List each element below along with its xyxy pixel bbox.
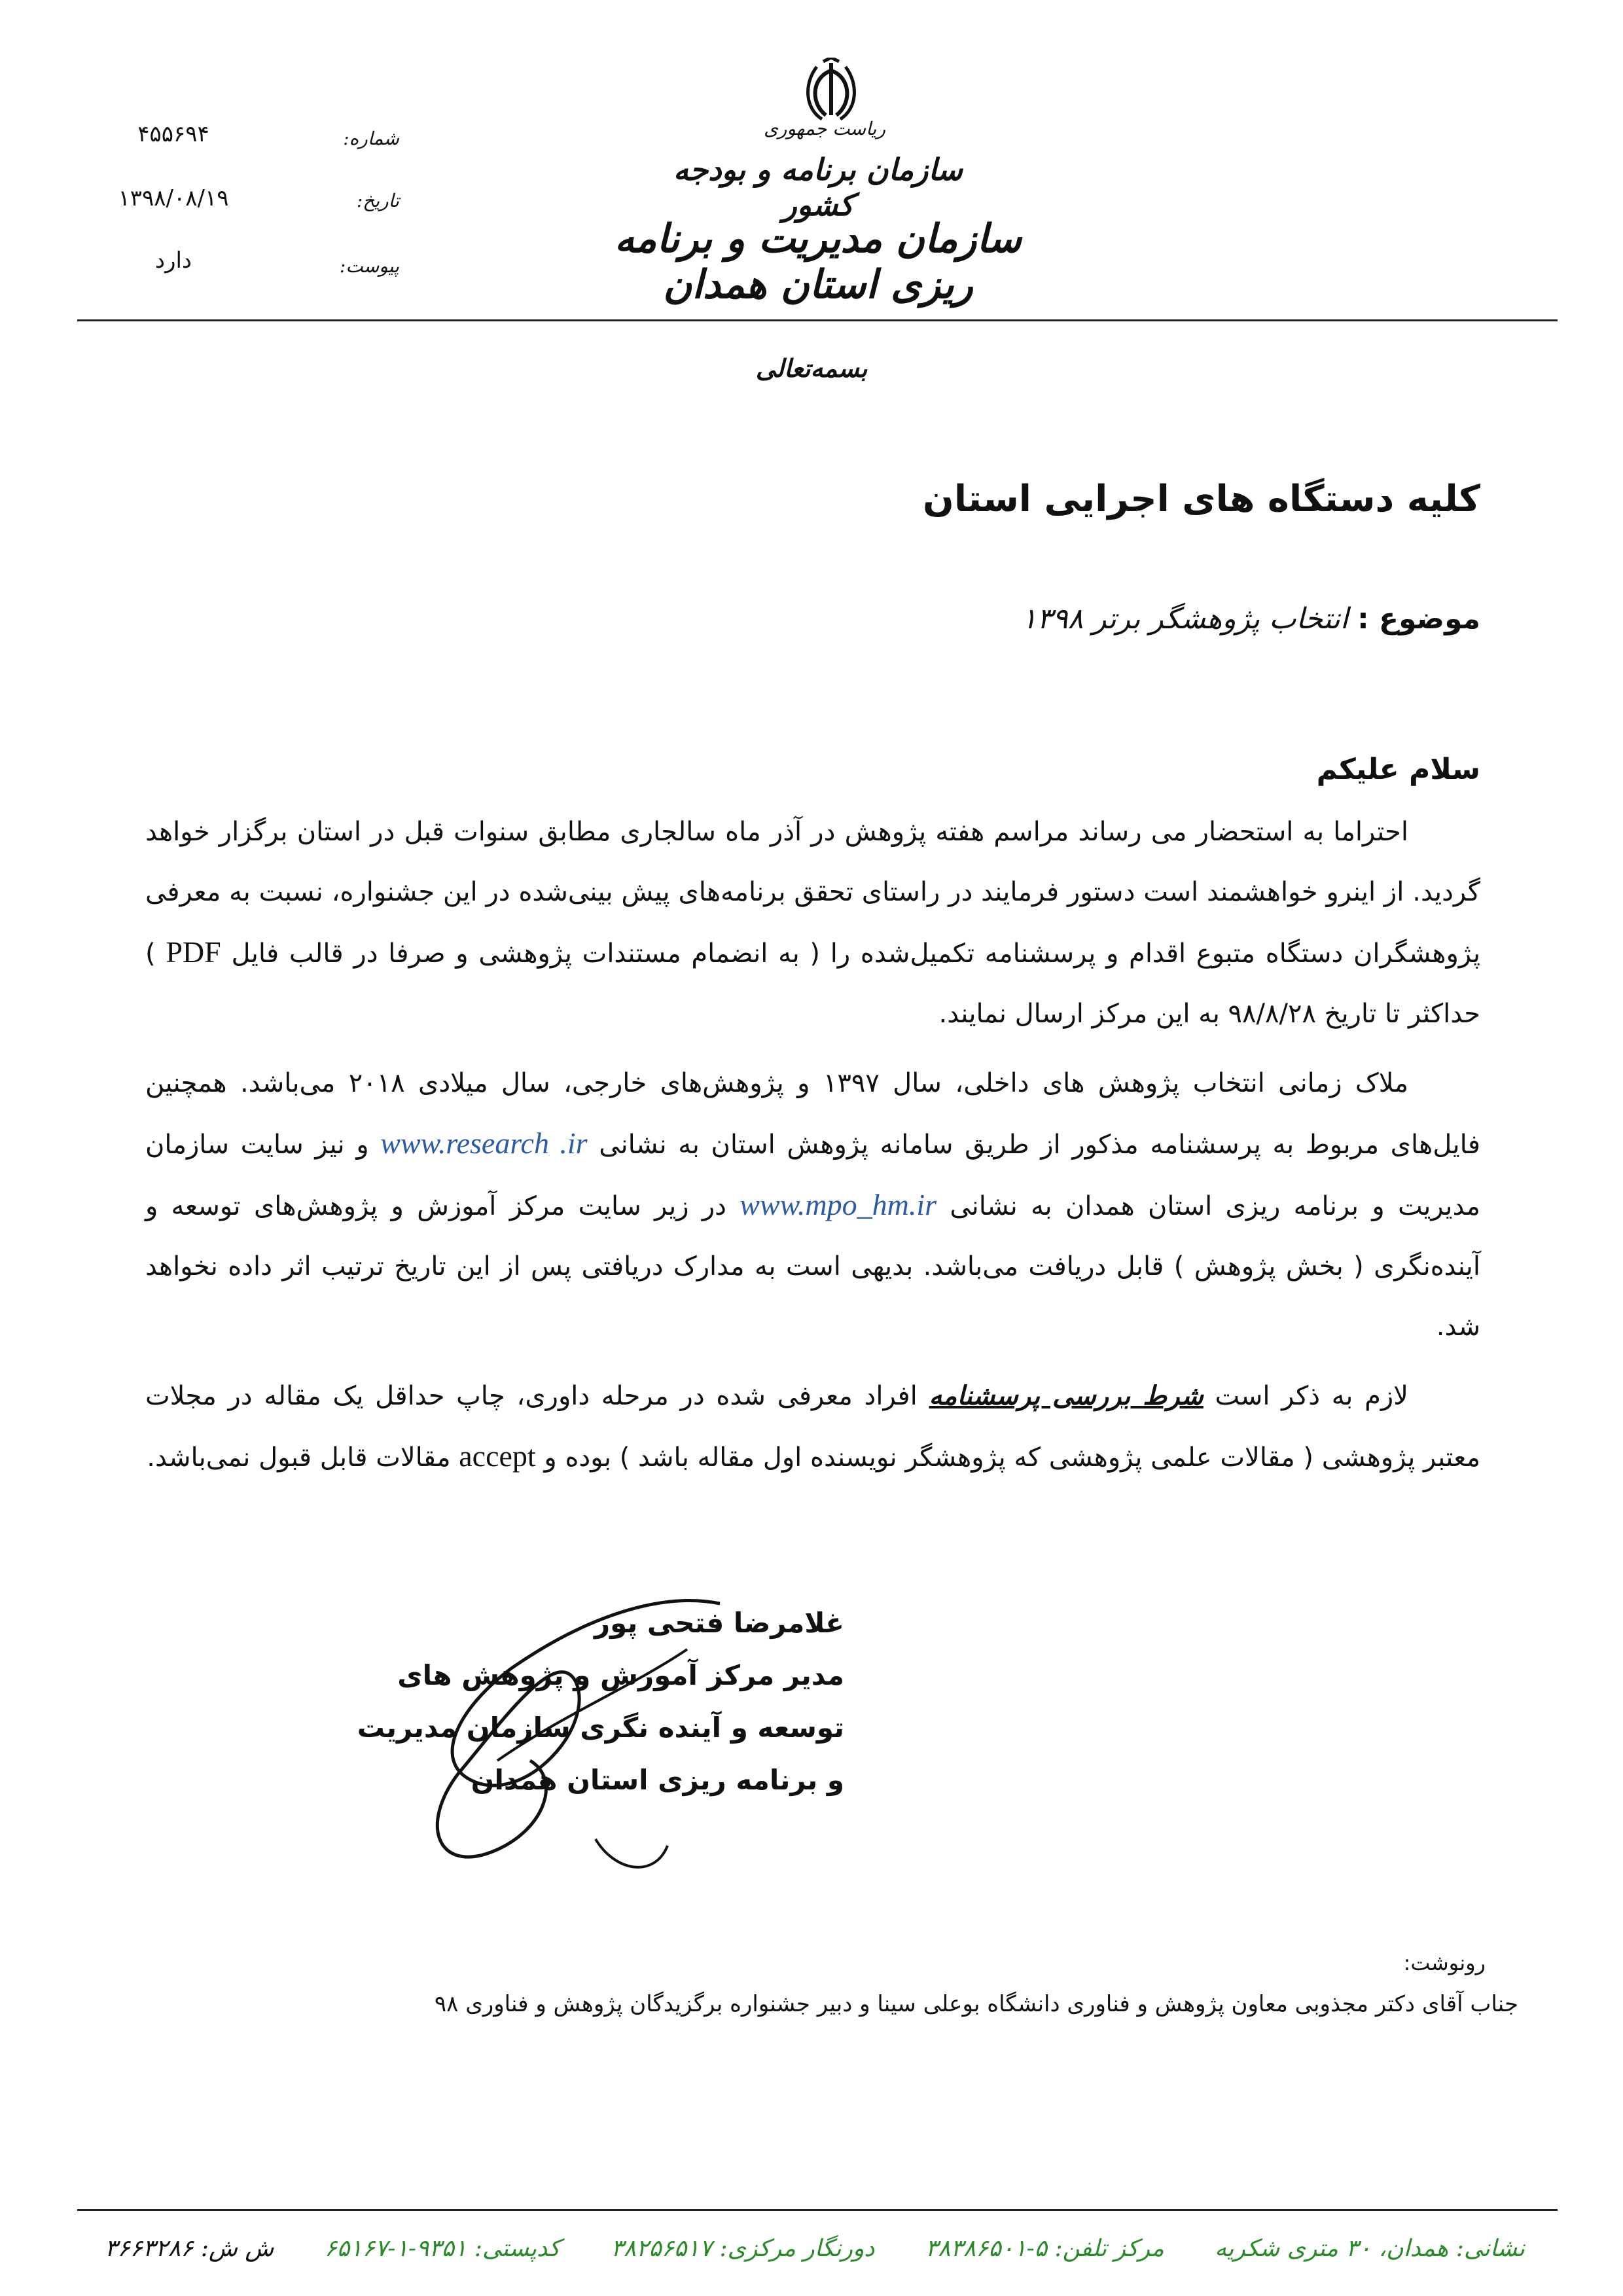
presidency-label: ریاست جمهوری [763,118,885,139]
number-value: ۴۵۵۶۹۴ [137,121,209,147]
cc-recipient: جناب آقای دکتر مجذوبی معاون پژوهش و فناوری دانشگاه بوعلی سینا و دبیر جشنواره برگزیدگان پژوهش و فناوری ۹۸ [434,1991,1518,2017]
date-value: ۱۳۹۸/۰۸/۱۹ [118,185,229,211]
org-national-title: سازمان برنامه و بودجه کشور [673,152,963,223]
header-divider [77,319,1558,321]
p2-text-a: ملاک زمانی انتخاب پژوهش های داخلی، سال ۱۳۹۷ و پژوهش‌های خارجی، سال میلادی ۲۰۱۸ می‌باشد. همچنین فایل‌های مربوط به پرسشنامه مذکور از طریق سامانه پژوهش استان به نشانی [145,1068,1480,1160]
footer-central-fax: دورنگار مرکزی: ۳۸۲۵۶۵۱۷ [611,2234,875,2262]
p2-text-c: در زیر سایت مرکز آموزش و پژوهش‌های توسعه و آینده‌نگری ( بخش پژوهش ) قابل دریافت می‌باشد. بدیهی است به مدارک دریافتی پس از این تاریخ ترتیب اثر داده نخواهد شد. [145,1191,1480,1342]
p3-emphasis: شرط بررسی پرسشنامه [929,1380,1204,1411]
iran-emblem-icon [792,58,870,123]
footer-fax: ش ش: ۳۶۶۳۲۸۶ [105,2234,274,2262]
attachment-value: دارد [154,247,192,274]
p3-accept: accept [459,1439,536,1473]
mpo-url-link[interactable]: www.mpo_hm.ir [740,1188,937,1221]
p1-pdf: PDF [166,935,221,969]
subject-label: موضوع : [1357,602,1480,636]
greeting: سلام علیکم [1316,753,1480,786]
subject-text: انتخاب پژوهشگر برتر ۱۳۹۸ [1021,602,1349,636]
paragraph-2 [145,1053,1480,1357]
p2-text-b: و نیز سایت سازمان مدیریت و برنامه ریزی استان همدان به نشانی [145,1130,1480,1221]
footer-phone: مرکز تلفن: ۵-۳۸۳۸۶۵۰۱ [925,2234,1164,2262]
signatory-title-3: و برنامه ریزی استان همدان [471,1764,844,1796]
number-label: شماره: [343,128,399,149]
signature-block [308,1597,844,1806]
paragraph-3 [145,1366,1480,1488]
recipient: کلیه دستگاه های اجرایی استان [923,478,1480,520]
footer [105,2229,1525,2268]
paragraph-1 [145,802,1480,1044]
footer-divider [77,2209,1558,2211]
signatory-title-1: مدیر مرکز آموزش و پژوهش های [397,1659,844,1691]
letter-body [145,802,1480,1497]
research-url-link[interactable]: www.research .ir [380,1126,588,1160]
signatory-title-2: توسعه و آینده نگری سازمان مدیریت [357,1712,844,1744]
basmala: بسمه‌تعالی [755,353,868,383]
p1-text-a: احتراما به استحضار می رساند مراسم هفته پژوهش در آذر ماه سالجاری مطابق سنوات قبل در استان برگزار خواهد گردید. از اینرو خواهشمند است دستور فرمایند در راستای تحقق برنامه‌های پیش بینی‌شده در این جشنواره، نسبت به معرفی پژوهشگران دستگاه متبوع اقدام و پرسشنامه تکمیل‌شده را ( به انضمام مستندات پژوهشی و صرفا در قالب فایل [145,817,1480,969]
signatory-name: غلامرضا فتحی پور [594,1607,844,1639]
footer-address: نشانی: همدان، ۳۰ متری شکریه [1215,2234,1525,2262]
attachment-label: پیوست: [339,255,399,277]
footer-postal-code: کدپستی: ۹۳۵۱-۱-۶۵۱۶۷ [324,2234,561,2262]
p3-text-b: افراد معرفی شده در مرحله داوری، چاپ حداقل یک مقاله در مجلات معتبر پژوهشی ( مقالات علمی پژوهشی که پژوهشگر نویسنده اول مقاله باشد ) بوده و [145,1381,1480,1473]
cc-label: رونوشت: [1403,1950,1486,1975]
p3-text-c: مقالات قابل قبول نمی‌باشد. [147,1443,451,1473]
org-provincial-title: سازمان مدیریت و برنامه ریزی استان همدان [615,216,1022,308]
p3-text-a: لازم به ذکر است [1215,1381,1408,1411]
p1-text-b: ) حداکثر تا تاریخ ۹۸/۸/۲۸ به این مرکز ارسال نمایند. [145,939,1480,1029]
subject-line [564,602,1480,636]
date-label: تاریخ: [356,190,399,211]
